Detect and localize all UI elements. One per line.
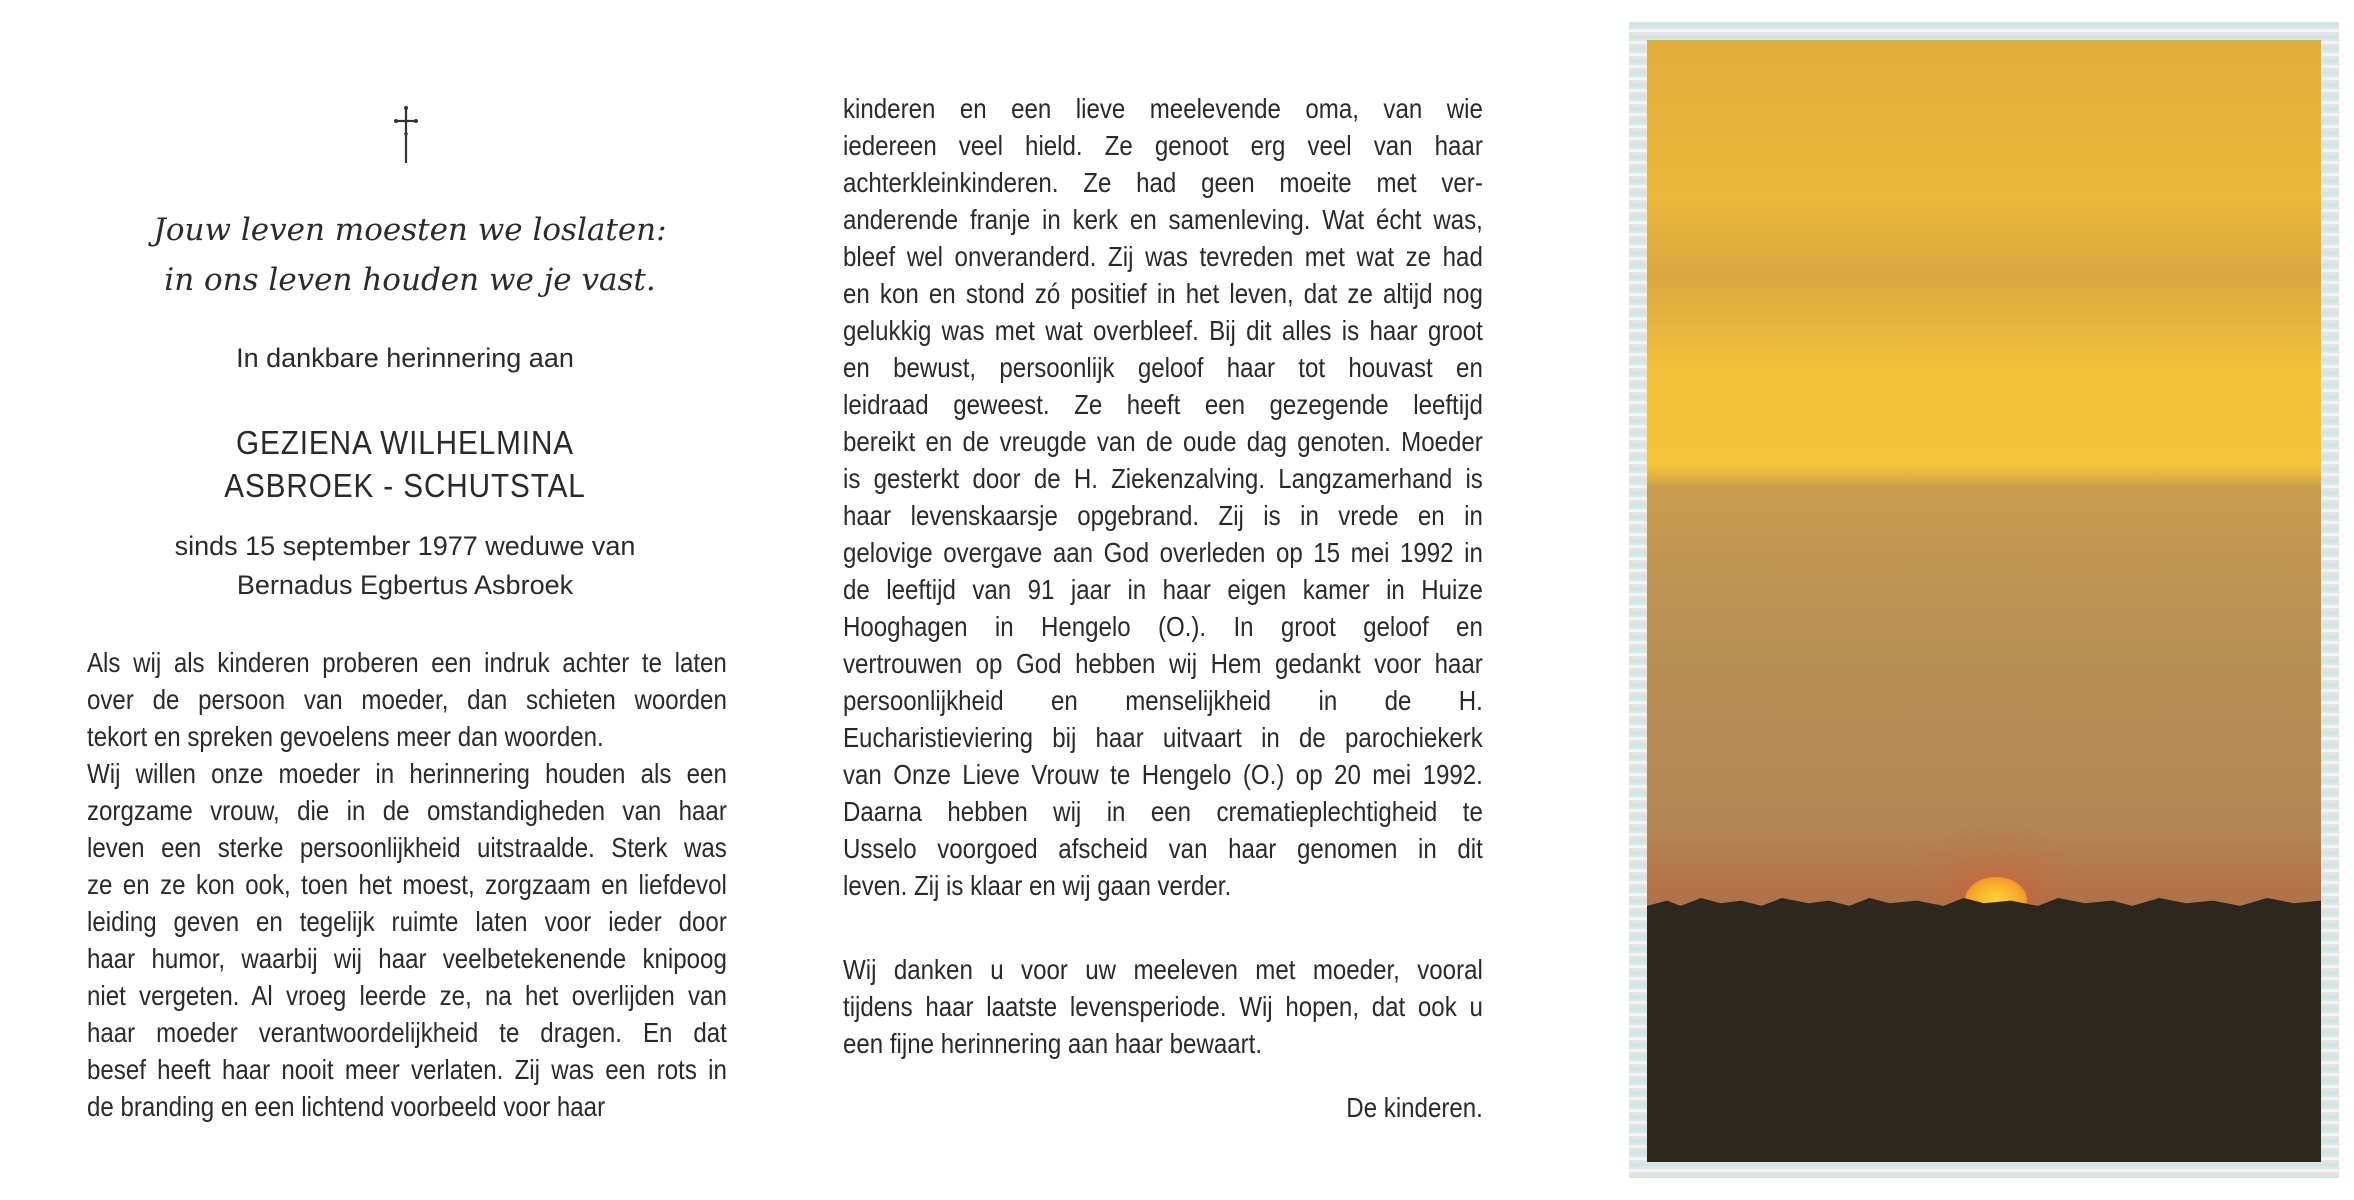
sunset-photo [1647, 40, 2321, 1162]
intro-text: In dankbare herinnering aan [236, 343, 574, 373]
cross-icon [393, 105, 419, 165]
deceased-name-last: ASBROEK - SCHUTSTAL [224, 467, 586, 504]
text-line: tijdens haar laatste levensperiode. Wij hopen, dat ook u [843, 991, 1483, 1022]
widow-line: sinds 15 september 1977 weduwe van [174, 531, 636, 561]
poem-line-2: in ons leven houden we je vast. [164, 262, 656, 298]
text-line: ze en ze kon ook, toen het moest, zorgzaam en liefdevol [87, 869, 727, 900]
text-line: gelukkig was met wat overbleef. Bij dit alles is haar groot [843, 315, 1483, 346]
text-line: haar levenskaarsje opgebrand. Zij is in vrede en in [843, 500, 1483, 531]
left-body-text [87, 644, 727, 1125]
deceased-name-first: GEZIENA WILHELMINA [235, 424, 575, 461]
text-line: anderende franje in kerk en samenleving. Wat écht was, [843, 204, 1483, 235]
tree-line [1647, 898, 2321, 1162]
text-line: Usselo voorgoed afscheid van haar genomen in dit [843, 833, 1483, 864]
text-line: een fijne herinnering aan haar bewaart. [843, 1028, 1263, 1059]
signature-block [843, 1089, 1483, 1126]
text-line: is gesterkt door de H. Ziekenzalving. Langzamerhand is [843, 463, 1483, 494]
text-line: Hooghagen in Hengelo (O.). In groot geloof en [843, 611, 1483, 642]
text-line: over de persoon van moeder, dan schieten woorden [87, 684, 727, 715]
text-line: en kon en stond zó positief in het leven, dat ze altijd nog [843, 278, 1483, 309]
text-line: haar humor, waarbij wij haar veelbetekenende knipoog [87, 943, 727, 974]
text-line: bleef wel onveranderd. Zij was tevreden met wat ze had [843, 241, 1483, 272]
text-line: gelovige overgave aan God overleden op 15 mei 1992 in [843, 537, 1483, 568]
signature: De kinderen. [1346, 1092, 1483, 1123]
text-line: haar moeder verantwoordelijkheid te dragen. En dat [87, 1017, 727, 1048]
text-line: leven een sterke persoonlijkheid uitstraalde. Sterk was [87, 832, 727, 863]
text-line: leven. Zij is klaar en wij gaan verder. [843, 870, 1232, 901]
thanks-text [843, 951, 1483, 1062]
text-line: achterkleinkinderen. Ze had geen moeite met ver- [843, 167, 1483, 198]
text-line: Wij danken u voor uw meeleven met moeder, vooral [843, 954, 1483, 985]
text-line: Daarna hebben wij in een crematieplechtigheid te [843, 796, 1483, 827]
text-line: niet vergeten. Al vroeg leerde ze, na het overlijden van [87, 980, 727, 1011]
text-line: iedereen veel hield. Ze genoot erg veel van haar [843, 130, 1483, 161]
text-line: kinderen en een lieve meelevende oma, van wie [843, 93, 1483, 124]
text-line: bereikt en de vreugde van de oude dag genoten. Moeder [843, 426, 1483, 457]
text-line: Als wij als kinderen proberen een indruk achter te laten [87, 647, 727, 678]
husband-name: Bernadus Egbertus Asbroek [236, 570, 574, 600]
text-line: zorgzame vrouw, die in de omstandigheden van haar [87, 795, 727, 826]
text-line: leidraad geweest. Ze heeft een gezegende leeftijd [843, 389, 1483, 420]
text-line: de branding en een lichtend voorbeeld voor haar [87, 1091, 606, 1122]
poem-line-1: Jouw leven moesten we loslaten: [153, 212, 667, 248]
text-line: vertrouwen op God hebben wij Hem gedankt voor haar [843, 648, 1483, 679]
text-line: van Onze Lieve Vrouw te Hengelo (O.) op 20 mei 1992. [843, 759, 1483, 790]
text-line: en bewust, persoonlijk geloof haar tot houvast en [843, 352, 1483, 383]
text-line: Eucharistieviering bij haar uitvaart in de parochiekerk [843, 722, 1483, 753]
text-line: leiding geven en tegelijk ruimte laten voor ieder door [87, 906, 727, 937]
text-line: besef heeft haar nooit meer verlaten. Zij was een rots in [87, 1054, 727, 1085]
text-line: tekort en spreken gevoelens meer dan woorden. [87, 721, 604, 752]
text-line: persoonlijkheid en menselijkheid in de H. [843, 685, 1483, 716]
middle-body-text [843, 90, 1483, 904]
text-line: Wij willen onze moeder in herinnering houden als een [87, 758, 727, 789]
photo-frame [1629, 22, 2339, 1178]
text-line: de leeftijd van 91 jaar in haar eigen kamer in Huize [843, 574, 1483, 605]
